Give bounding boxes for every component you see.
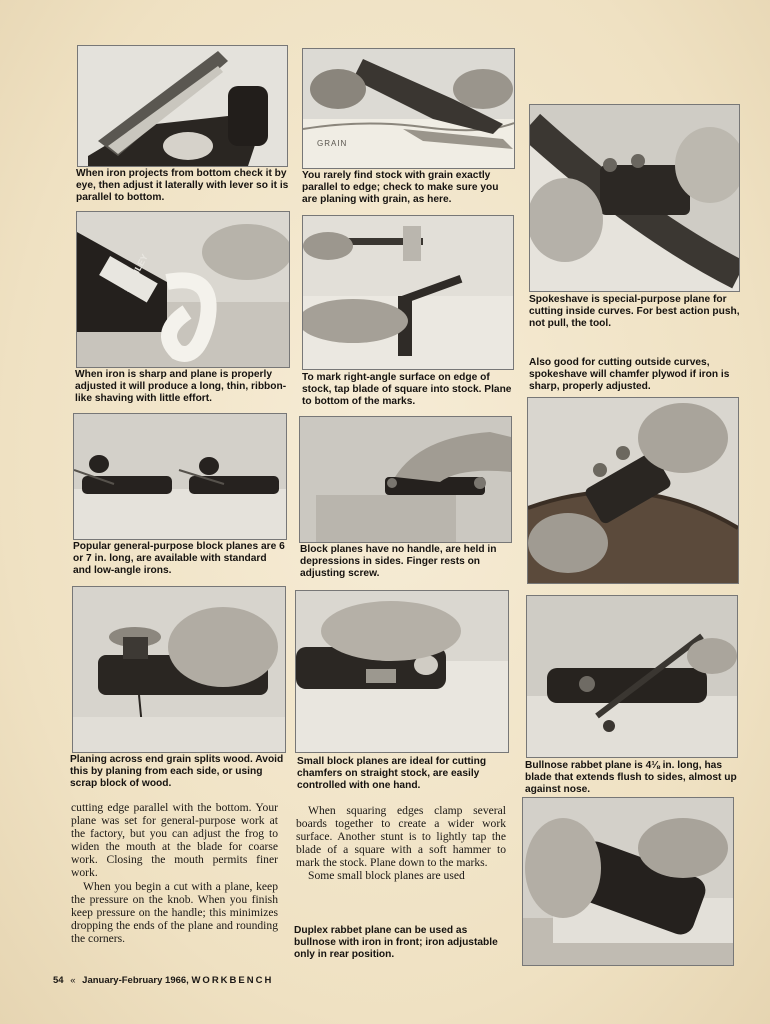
magazine-name: WORKBENCH [191,975,274,986]
body-paragraph: cutting edge parallel with the bottom. Your plane was set for general-purpose work at the factory, but you can adjust the frog to widen the mouth at the blade for coarse work. Closing the mouth permits finer work. [71,801,278,880]
caption-spokeshave-outside: Also good for cutting outside curves, spokeshave will chamfer plywod if iron is sharp, properly adjusted. [529,357,730,393]
body-paragraph: When you begin a cut with a plane, keep the pressure on the knob. When you finish keep pressure on the handle; this minimizes dropping the ends of the plane and rounding the corners. [71,879,278,945]
body-paragraph: Some small block planes are used [308,869,465,883]
photo-two-block-planes [73,413,287,540]
body-column-1 [71,801,278,945]
photo-spokeshave-outside-curve [527,397,739,584]
caption-block-planes-sizes: Popular general-purpose block planes are 6 or 7 in. long, are available with standard and low-angle irons. [73,541,285,577]
footer-separator: « [70,975,76,986]
photo-planing-with-grain [302,48,515,169]
photo-duplex-rabbet [522,797,734,966]
caption-block-plane-handle: Block planes have no handle, are held in depressions in sides. Finger rests on adjusting screw. [300,544,497,580]
caption-end-grain: Planing across end grain splits wood. Avoid this by planing from each side, or using scrap block of wood. [70,754,284,790]
photo-bullnose-rabbet [526,595,738,758]
plane-brand-label: STANLEY [121,252,150,294]
page-number: 54 [53,975,64,986]
photo-block-plane-held [299,416,512,543]
caption-spokeshave: Spokeshave is special-purpose plane for cutting inside curves. For best action push, not pull, the tool. [529,294,740,330]
caption-ribbon-shaving: When iron is sharp and plane is properly adjusted it will produce a long, thin, ribbon-like shaving with little effort. [75,369,287,405]
photo-square-hammer [302,215,514,370]
issue-date: January-February 1966, [82,975,189,986]
photo-spokeshave-inside-curve [529,104,740,292]
page-footer [53,975,273,986]
body-paragraph: When squaring edges clamp several boards together to create a wider work surface. Another stunt is to lightly tap the blade of a square with a soft hammer to mark the stock. Plane down to the marks. [296,804,506,870]
photo-ribbon-shaving [76,211,290,368]
body-column-2 [296,804,506,883]
photo-chamfer-small-block [295,590,509,753]
grain-label: GRAIN [317,139,348,148]
caption-duplex: Duplex rabbet plane can be used as bullnose with iron in front; iron adjustable only in rear position. [294,925,498,961]
caption-grain: You rarely find stock with grain exactly parallel to edge; check to make sure you are planing with grain, as here. [302,170,499,206]
caption-chamfers: Small block planes are ideal for cutting chamfers on straight stock, are easily controlled with one hand. [297,756,487,792]
photo-plane-iron-lever [77,45,288,167]
photo-end-grain [72,586,286,753]
caption-mark-right-angle: To mark right-angle surface on edge of stock, tap blade of square into stock. Plane to bottom of the marks. [302,372,512,408]
caption-bullnose: Bullnose rabbet plane is 4⅛ in. long, has blade that extends flush to sides, almost up against nose. [525,760,737,796]
caption-iron-adjust: When iron projects from bottom check it by eye, then adjust it laterally with lever so it is parallel to bottom. [76,168,289,204]
